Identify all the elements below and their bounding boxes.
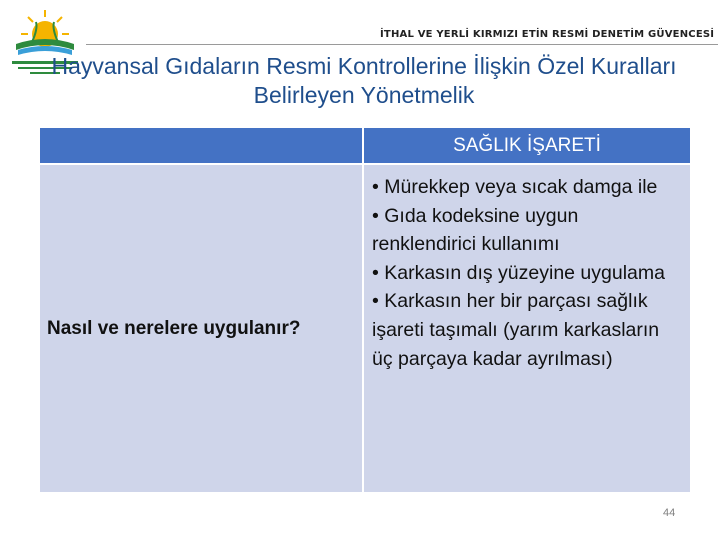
header-divider	[86, 44, 718, 45]
page-number: 44	[663, 507, 676, 519]
table-cell-question	[40, 165, 362, 492]
bullet-item: • Gıda kodeksine uygun renklendirici kullanımı	[372, 204, 579, 256]
bullet-item: • Mürekkep veya sıcak damga ile	[372, 176, 658, 198]
info-table	[40, 128, 690, 492]
table-header-left	[40, 128, 362, 163]
bullet-item: • Karkasın her bir parçası sağlık işareti taşımalı (yarım karkasların üç parçaya kadar ayrılması)	[372, 290, 660, 370]
bullet-item: • Karkasın dış yüzeyine uygulama	[372, 261, 665, 284]
bullet-list	[364, 165, 690, 373]
table-header-right: SAĞLIK İŞARETİ	[364, 128, 690, 163]
question-text: Nasıl ve nerelere uygulanır?	[47, 317, 301, 339]
header-title: İTHAL VE YERLİ KIRMIZI ETİN RESMİ DENETİM GÜVENCESİ	[380, 29, 715, 40]
table-cell-answer	[364, 165, 690, 492]
slide-title: Hayvansal Gıdaların Resmi Kontrollerine İlişkin Özel Kuralları Belirleyen Yönetmelik	[51, 53, 677, 108]
